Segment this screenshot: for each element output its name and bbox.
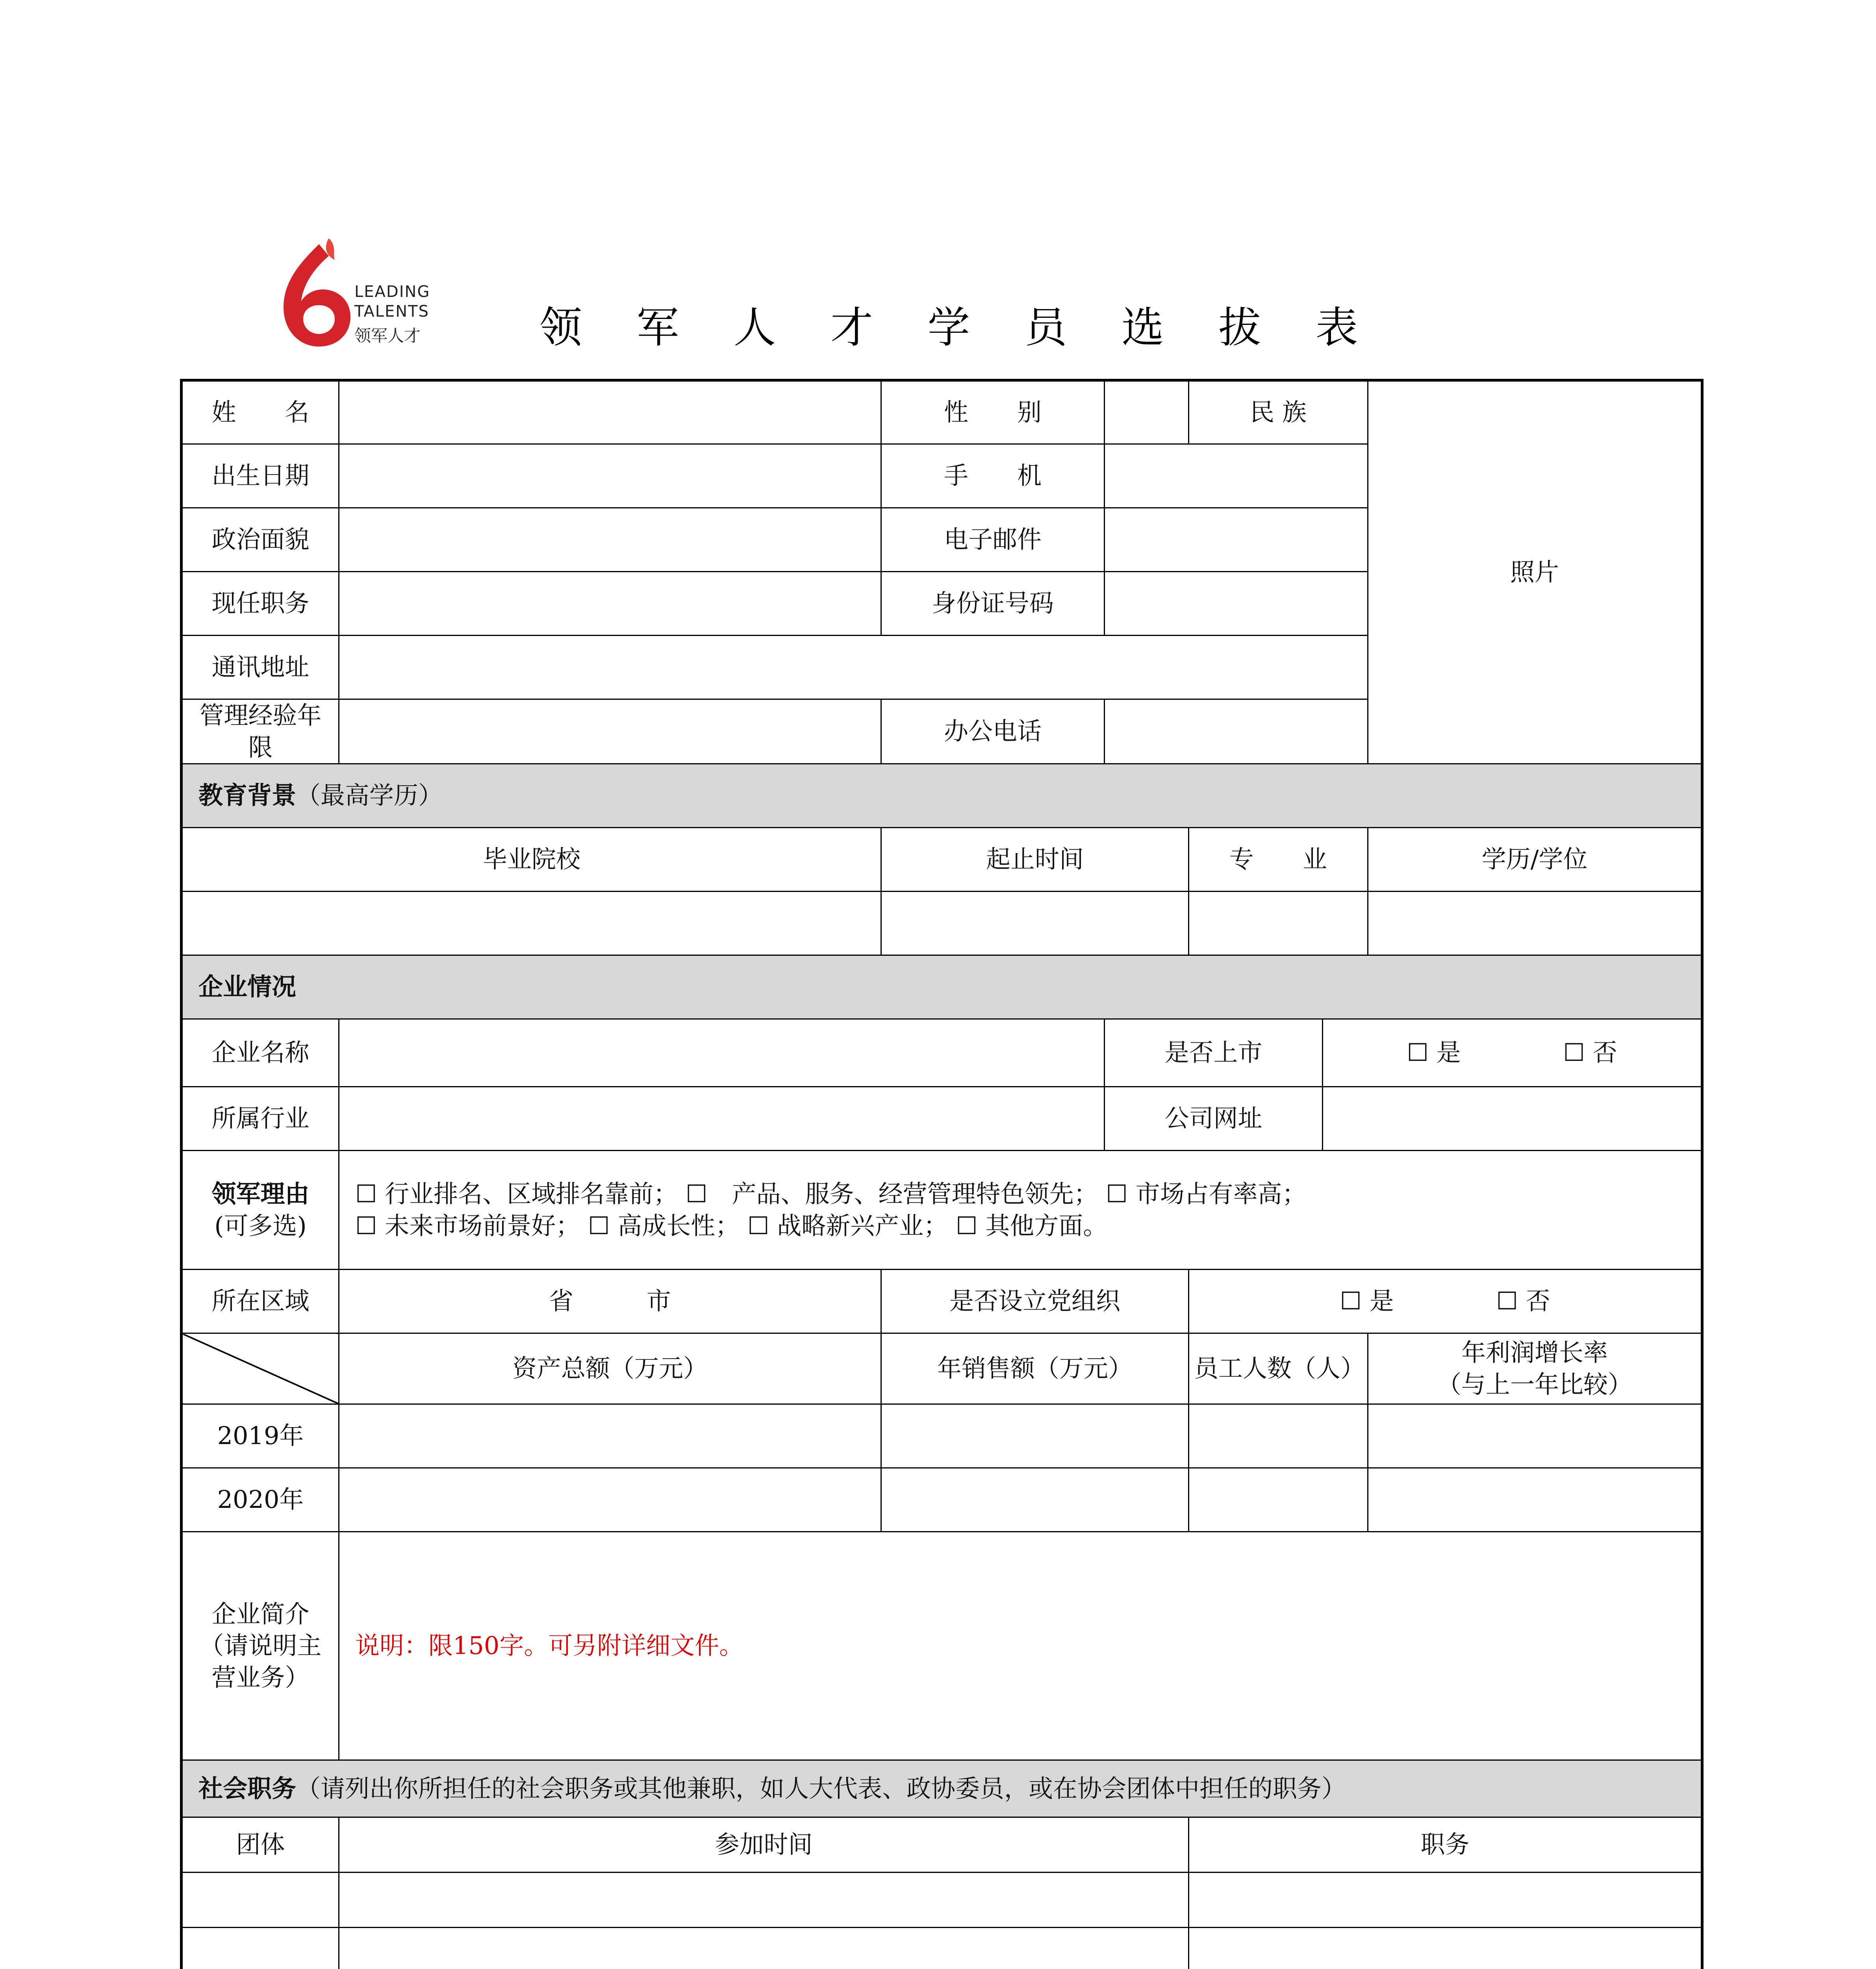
email-label: 电子邮件 [881, 508, 1105, 572]
fin-header-assets: 资产总额（万元） [339, 1333, 881, 1404]
social-group-field[interactable] [182, 1873, 339, 1928]
mgmt-years-label: 管理经验年限 [182, 699, 339, 764]
party-yes-checkbox[interactable]: ☐ 是 [1340, 1287, 1394, 1316]
political-field[interactable] [339, 508, 881, 572]
social-header-role: 职务 [1189, 1817, 1702, 1873]
enterprise-section-title: 企业情况 [198, 972, 297, 1001]
position-label: 现任职务 [182, 572, 339, 636]
enterprise-section-header [182, 955, 1702, 1019]
mgmt-years-field[interactable] [339, 699, 881, 764]
reason-options-line2[interactable]: ☐ 未来市场前景好； ☐ 高成长性； ☐ 战略新兴产业； ☐ 其他方面。 [355, 1211, 1108, 1240]
email-field[interactable] [1105, 508, 1368, 572]
website-label: 公司网址 [1105, 1087, 1323, 1151]
reason-options[interactable] [339, 1151, 1702, 1270]
profile-label-cell [182, 1532, 339, 1760]
education-section-header [182, 764, 1702, 828]
growth-2020-field[interactable] [1368, 1468, 1702, 1532]
edu-degree-field[interactable] [1368, 892, 1702, 955]
assets-2020-field[interactable] [339, 1468, 881, 1532]
reason-label-cell [182, 1151, 339, 1270]
profile-label: 企业简介 [211, 1599, 310, 1628]
social-role-field[interactable] [1189, 1928, 1702, 1969]
social-header-group: 团体 [182, 1817, 339, 1873]
leading-talents-logo [260, 236, 441, 354]
social-time-field[interactable] [339, 1873, 1189, 1928]
logo-text-leading: LEADING [354, 283, 430, 301]
growth-2019-field[interactable] [1368, 1404, 1702, 1468]
birth-field[interactable] [339, 444, 881, 508]
fin-header-profit-growth [1368, 1333, 1702, 1404]
party-org-label: 是否设立党组织 [881, 1270, 1189, 1333]
address-label: 通讯地址 [182, 636, 339, 699]
listed-no-checkbox[interactable]: ☐ 否 [1563, 1038, 1617, 1067]
ethnicity-label: 民 族 [1189, 380, 1368, 444]
diagonal-header-cell [182, 1333, 339, 1404]
listed-label: 是否上市 [1105, 1019, 1323, 1087]
flame-6-logo-icon [260, 236, 354, 354]
mobile-field[interactable] [1105, 444, 1368, 508]
employees-2019-field[interactable] [1189, 1404, 1368, 1468]
gender-label: 性 别 [881, 380, 1105, 444]
logo-text-cn: 领军人才 [354, 326, 421, 345]
profile-note: （请说明主营业务） [199, 1631, 322, 1692]
office-phone-field[interactable] [1105, 699, 1368, 764]
page-title: 领 军 人 才 学 员 选 拔 表 [539, 303, 1379, 352]
reason-options-line1[interactable]: ☐ 行业排名、区域排名靠前； ☐ 产品、服务、经营管理特色领先； ☐ 市场占有率高； [355, 1179, 1307, 1209]
company-name-field[interactable] [339, 1019, 1105, 1087]
listed-yes-checkbox[interactable]: ☐ 是 [1407, 1038, 1461, 1067]
profile-field[interactable]: 说明：限150字。可另附详细文件。 [339, 1532, 1702, 1760]
edu-header-period: 起止时间 [881, 828, 1189, 892]
name-label: 姓 名 [182, 380, 339, 444]
id-field[interactable] [1105, 572, 1368, 636]
photo-box[interactable]: 照片 [1368, 380, 1702, 764]
position-field[interactable] [339, 572, 881, 636]
office-phone-label: 办公电话 [881, 699, 1105, 764]
listed-options [1323, 1019, 1702, 1087]
birth-label: 出生日期 [182, 444, 339, 508]
year-2019-label: 2019年 [182, 1404, 339, 1468]
sales-2020-field[interactable] [881, 1468, 1189, 1532]
sales-2019-field[interactable] [881, 1404, 1189, 1468]
party-no-checkbox[interactable]: ☐ 否 [1496, 1287, 1550, 1316]
mobile-label: 手 机 [881, 444, 1105, 508]
name-field[interactable] [339, 380, 881, 444]
social-header-time: 参加时间 [339, 1817, 1189, 1873]
social-time-field[interactable] [339, 1928, 1189, 1969]
logo-text-talents: TALENTS [354, 302, 429, 321]
edu-header-school: 毕业院校 [182, 828, 881, 892]
education-section-note: （最高学历） [296, 781, 443, 810]
selection-form [180, 379, 1704, 1969]
gender-field[interactable] [1105, 380, 1189, 444]
edu-school-field[interactable] [182, 892, 881, 955]
edu-header-degree: 学历/学位 [1368, 828, 1702, 892]
region-label: 所在区域 [182, 1270, 339, 1333]
edu-major-field[interactable] [1189, 892, 1368, 955]
social-section-title: 社会职务 [198, 1774, 297, 1803]
year-2020-label: 2020年 [182, 1468, 339, 1532]
edu-period-field[interactable] [881, 892, 1189, 955]
company-name-label: 企业名称 [182, 1019, 339, 1087]
province-city-field[interactable]: 省 市 [339, 1270, 881, 1333]
party-org-options [1189, 1270, 1702, 1333]
address-field[interactable] [339, 636, 1368, 699]
profit-growth-note: （与上一年比较） [1437, 1370, 1633, 1399]
fin-header-sales: 年销售额（万元） [881, 1333, 1189, 1404]
employees-2020-field[interactable] [1189, 1468, 1368, 1532]
assets-2019-field[interactable] [339, 1404, 881, 1468]
social-role-field[interactable] [1189, 1873, 1702, 1928]
edu-header-major: 专 业 [1189, 828, 1368, 892]
profit-growth-label: 年利润增长率 [1461, 1338, 1608, 1367]
social-group-field[interactable] [182, 1928, 339, 1969]
reason-label: 领军理由 [211, 1179, 310, 1209]
website-field[interactable] [1323, 1087, 1702, 1151]
social-section-note: （请列出你所担任的社会职务或其他兼职，如人大代表、政协委员，或在协会团体中担任的职务） [296, 1774, 1346, 1803]
education-section-title: 教育背景 [198, 781, 297, 810]
id-label: 身份证号码 [881, 572, 1105, 636]
industry-field[interactable] [339, 1087, 1105, 1151]
fin-header-employees: 员工人数（人） [1189, 1333, 1368, 1404]
industry-label: 所属行业 [182, 1087, 339, 1151]
social-section-header [182, 1760, 1702, 1817]
reason-note: (可多选) [214, 1211, 307, 1240]
political-label: 政治面貌 [182, 508, 339, 572]
